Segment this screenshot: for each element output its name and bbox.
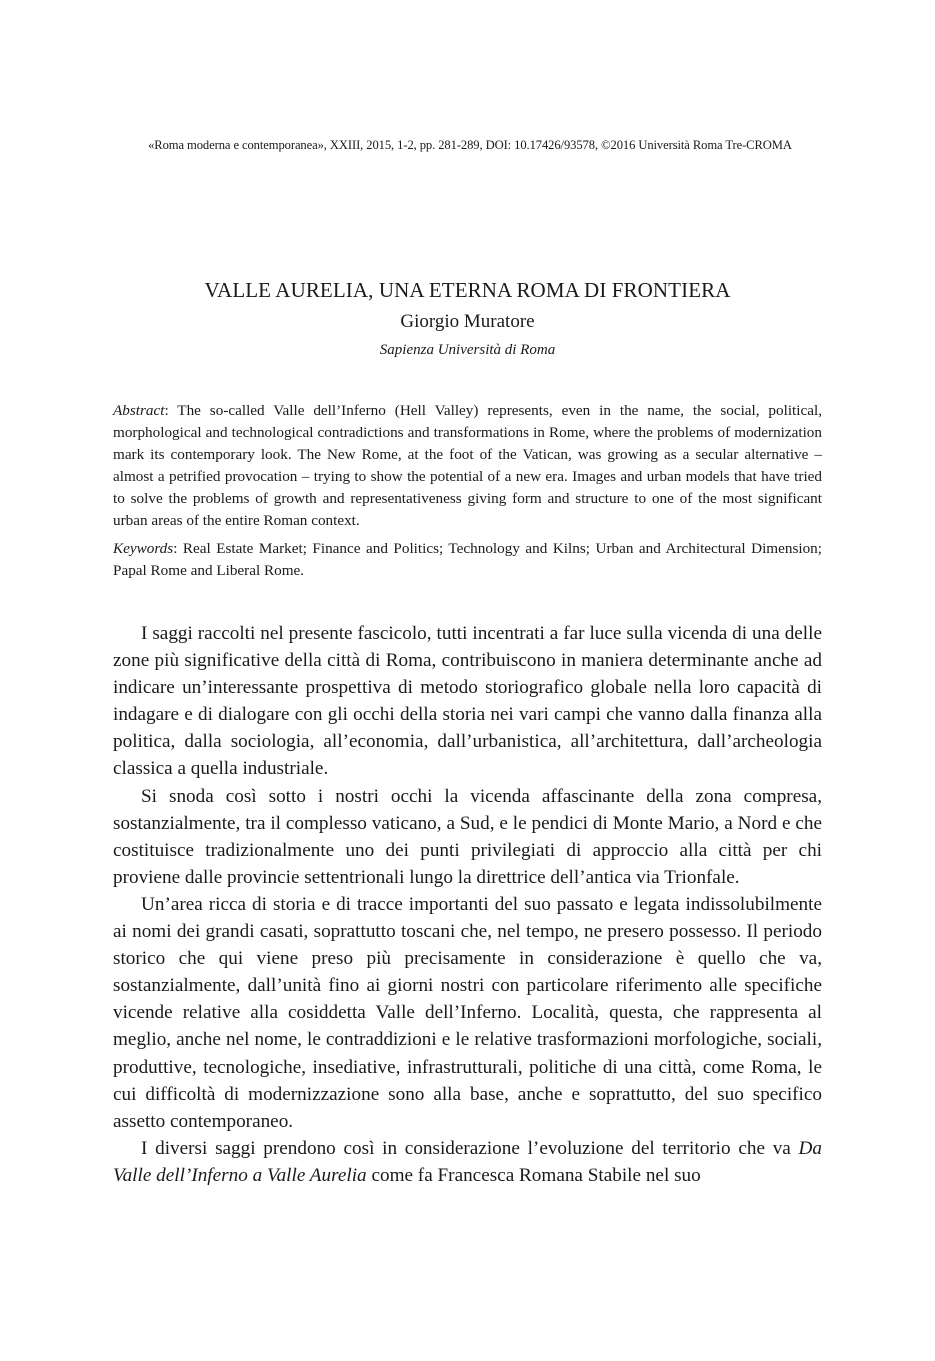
abstract [113,400,822,533]
body-paragraph-4-end: come fa Francesca Romana Stabile nel suo [366,1164,701,1186]
body-paragraph-4 [113,1135,822,1189]
body-paragraph-1: I saggi raccolti nel presente fascicolo, tutti incentrati a far luce sulla vicenda di una delle zone più significative della città di Roma, contribuiscono in maniera determinante anche ad indicare un’interessante prospettiva di metodo storiografico globale nella loro capacità di indagare e di dialogare con gli occhi della storia nei vari campi che vanno dalla finanza alla politica, dalla sociologia, all’economia, dall’urbanistica, all’architettura, dall’archeologia classica a quella industriale. [113,623,822,780]
body-paragraph-4-start: I diversi saggi prendono così in considerazione l’evoluzione del territorio che va [141,1137,799,1159]
abstract-text: : The so-called Valle dell’Inferno (Hell Valley) represents, even in the name, the social, political, morphological and technological contradictions and transformations in Rome, where the problems of modernization mark its contemporary look. The New Rome, at the foot of the Vatican, was growing as a secular alternative – almost a petrified provocation – trying to show the potential of a new era. Images and urban models that have tried to solve the problems of growth and representativeness giving form and structure to one of the most significant urban areas of the entire Roman context. [113,402,822,530]
body-paragraph-4-italic: Da Valle dell’Inferno a Valle Aurelia [113,1137,822,1186]
abstract-label: Abstract [113,402,165,419]
keywords-text: : Real Estate Market; Finance and Politics; Technology and Kilns; Urban and Architectural Dimension; Papal Rome and Liberal Rome. [113,540,822,580]
author-affiliation: Sapienza Università di Roma [379,342,556,358]
journal-citation: «Roma moderna e contemporanea», XXIII, 2015, 1-2, pp. 281-289, DOI: 10.17426/93578, ©2016 Università Roma Tre-CROMA [148,138,792,152]
article-body [113,620,822,1189]
article-title: VALLE AURELIA, UNA ETERNA ROMA DI FRONTIERA [204,278,731,302]
article-author: Giorgio Muratore [400,311,535,332]
keywords [113,538,822,582]
body-paragraph-3: Un’area ricca di storia e di tracce importanti del suo passato e legata indissolubilmente ai nomi dei grandi casati, soprattutto toscani che, nel tempo, ne presero possesso. Il periodo storico che qui viene preso più precisamente in considerazione è quello che va, sostanzialmente, dall’unità fino ai giorni nostri con particolare riferimento alle specifiche vicende relative alla cosiddetta Valle dell’Inferno. Località, questa, che rappresenta al meglio, anche nel nome, le contraddizioni e le relative trasformazioni morfologiche, sociali, produttive, tecnologiche, insediative, infrastrutturali, politiche di una città, come Roma, le cui difficoltà di modernizzazione sono alla base, anche e soprattutto, del suo specifico assetto contemporaneo. [113,893,822,1132]
body-paragraph-2: Si snoda così sotto i nostri occhi la vicenda affascinante della zona compresa, sostanzialmente, tra il complesso vaticano, a Sud, e le pendici di Monte Mario, a Nord e che costituisce tradizionalmente uno dei punti privilegiati di approccio alla città per chi proviene dalle provincie settentrionali lungo la direttrice dell’antica via Trionfale. [113,785,822,888]
keywords-label: Keywords [113,540,174,557]
